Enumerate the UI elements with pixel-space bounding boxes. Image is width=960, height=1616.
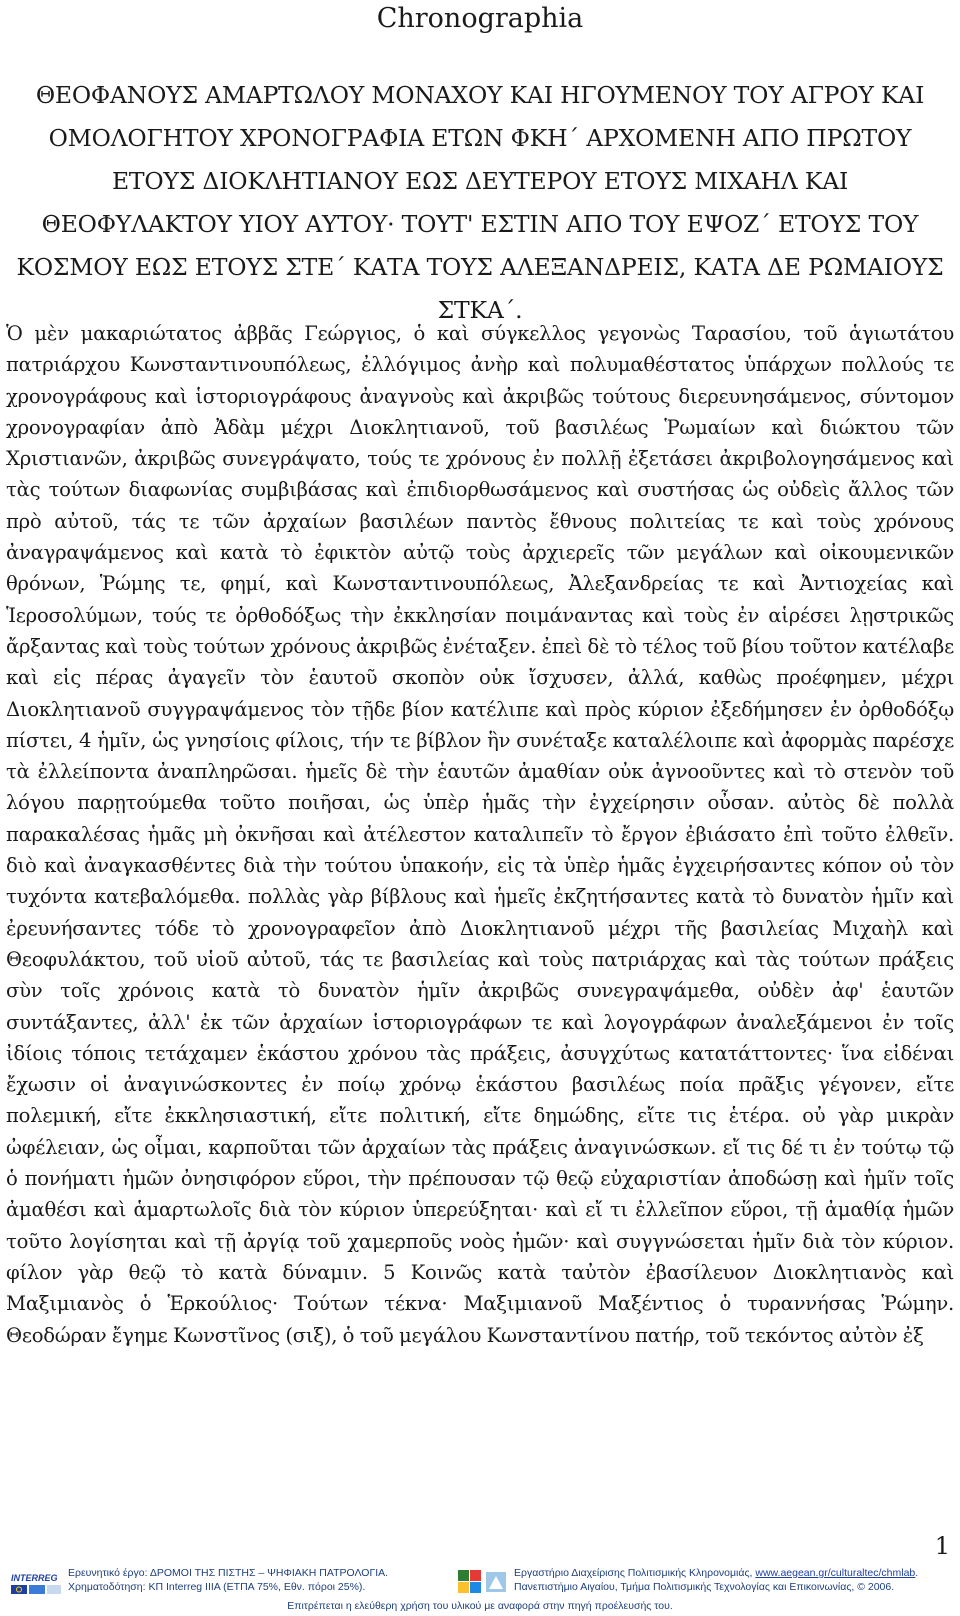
document-heading: ΘΕΟΦΑΝΟΥΣ ΑΜΑΡΤΩΛΟΥ ΜΟΝΑΧΟΥ ΚΑΙ ΗΓΟΥΜΕΝΟΥ ΤΟΥ ΑΓΡΟΥ ΚΑΙ ΟΜΟΛΟΓΗΤΟΥ ΧΡΟΝΟΓΡΑΦΙΑ ΕΤΩΝ ΦΚΗ΄ ΑΡΧΟΜΕΝΗ ΑΠΟ ΠΡΩΤΟΥ ΕΤΟΥΣ ΔΙΟΚΛΗΤΙΑΝΟΥ ΕΩΣ ΔΕΥΤΕΡΟΥ ΕΤΟΥΣ ΜΙΧΑΗΛ ΚΑΙ ΘΕΟΦΥΛΑΚΤΟΥ ΥΙΟΥ ΑΥΤΟΥ· ΤΟΥΤ' ΕΣΤΙΝ ΑΠΟ ΤΟΥ ΕΨΟΖ΄ ΕΤΟΥΣ ΤΟΥ ΚΟΣΜΟΥ ΕΩΣ ΕΤΟΥΣ ΣΤΕ΄ ΚΑΤΑ ΤΟΥΣ ΑΛΕΞΑΝΔΡΕΙΣ, ΚΑΤΑ ΔΕ ΡΩΜΑΙΟΥΣ ΣΤΚΑ΄. [16,81,944,324]
footer-lab-line [514,1566,918,1580]
footer [0,1566,960,1616]
footer-notice: Επιτρέπεται η ελεύθερη χρήση του υλικού με αναφορά στην πηγή προέλευσής του. [287,1600,673,1612]
page-number: 1 [934,1532,950,1560]
university-logo-icon [456,1568,510,1596]
footer-left-text [68,1566,388,1594]
footer-lab-name: Εργαστήριο Διαχείρισης Πολιτισμικής Κληρονομιάς, [514,1567,753,1579]
footer-right-text [514,1566,918,1594]
svg-text:INTERREG: INTERREG [11,1573,58,1583]
footer-university-line: Πανεπιστήμιο Αιγαίου, Τμήμα Πολιτισμικής Τεχνολογίας και Επικοινωνίας, © 2006. [514,1581,895,1593]
footer-project-line: Ερευνητικό έργο: ΔΡΟΜΟΙ ΤΗΣ ΠΙΣΤΗΣ – ΨΗΦΙΑΚΗ ΠΑΤΡΟΛΟΓΙΑ. [68,1567,389,1579]
footer-funding-line: Χρηματοδότηση: ΚΠ Interreg IIIA (ΕΤΠΑ 75%, Εθν. πόροι 25%). [68,1581,366,1593]
footer-period: . [915,1567,919,1579]
page-title: Chronographia [376,3,584,34]
lab-website-link[interactable]: www.aegean.gr/culturaltec/chmlab [755,1567,916,1579]
body-text: Ὁ μὲν μακαριώτατος ἀββᾶς Γεώργιος, ὁ καὶ σύγκελλος γεγονὼς Ταρασίου, τοῦ ἁγιωτάτου πατριάρχου Κωνσταντινουπόλεως, ἐλλόγιμος ἀνὴρ καὶ πολυμαθέστατος ὑπάρχων πολλούς τε χρονογράφους καὶ ἱστοριογράφους ἀναγνοὺς καὶ ἀκριβῶς τούτους διερευνησάμενος, σύντομον χρονογραφίαν ἀπὸ Ἀδὰμ μέχρι Διοκλητιανοῦ, τοῦ βασιλέως Ῥωμαίων καὶ διώκτου τῶν Χριστιανῶν, ἀκριβῶς συνεγράψατο, τούς τε χρόνους ἐν πολλῇ ἐξετάσει ἀκριβολογησάμενος καὶ τὰς τούτων διαφωνίας συμβιβάσας καὶ ἐπιδιορθωσάμενος καὶ συστήσας ὡς οὐδεὶς ἄλλος τῶν πρὸ αὐτοῦ, τάς τε τῶν ἀρχαίων βασιλέων παντὸς ἔθνους πολιτείας τε καὶ τοὺς χρόνους ἀναγραψάμενος καὶ κατὰ τὸ ἐφικτὸν αὐτῷ τοὺς ἀρχιερεῖς τῶν μεγάλων καὶ οἰκουμενικῶν θρόνων, Ῥώμης τε, φημί, καὶ Κωνσταντινουπόλεως, Ἀλεξανδρείας τε καὶ Ἀντιοχείας καὶ Ἱεροσολύμων, τούς τε ὀρθοδόξως τὴν ἐκκλησίαν ποιμάναντας καὶ τοὺς ἐν αἱρέσει λῃστρικῶς ἄρξαντας καὶ τοὺς τούτων χρόνους ἀκριβῶς ἐνέταξεν. ἐπεὶ δὲ τὸ τέλος τοῦ βίου τοῦτον κατέλαβε καὶ εἰς πέρας ἀγαγεῖν τὸν ἑαυτοῦ σκοπὸν οὐκ ἴσχυσεν, ἀλλά, καθὼς προέφημεν, μέχρι Διοκλητιανοῦ συγγραψάμενος τὸν τῇδε βίον κατέλιπε καὶ πρὸς κύριον ἐξεδήμησεν ἐν ὀρθοδόξῳ πίστει, 4 ἡμῖν, ὡς γνησίοις φίλοις, τήν τε βίβλον ἣν συνέταξε καταλέλοιπε καὶ ἀφορμὰς παρέσχε τὰ ἐλλείποντα ἀναπληρῶσαι. ἡμεῖς δὲ τὴν ἑαυτῶν ἀμαθίαν οὐκ ἀγνοοῦντες καὶ τὸ στενὸν τοῦ λόγου παρῃτούμεθα τοῦτο ποιῆσαι, ὡς ὑπὲρ ἡμᾶς τὴν ἐγχείρησιν οὖσαν. αὐτὸς δὲ πολλὰ παρακαλέσας ἡμᾶς μὴ ὀκνῆσαι καὶ ἀτέλεστον καταλιπεῖν τὸ ἔργον ἐβιάσατο ἐπὶ τοῦτο ἐλθεῖν. διὸ καὶ ἀναγκασθέντες διὰ τὴν τούτου ὑπακοήν, εἰς τὰ ὑπὲρ ἡμᾶς ἐγχειρήσαντες κόπον οὐ τὸν τυχόντα κατεβαλόμεθα. πολλὰς γὰρ βίβλους καὶ ἡμεῖς ἐκζητήσαντες κατὰ τὸ δυνατὸν ἡμῖν καὶ ἐρευνήσαντες τόδε τὸ χρονογραφεῖον ἀπὸ Διοκλητιανοῦ μέχρι τῆς βασιλείας Μιχαὴλ καὶ Θεοφυλάκτου, τοῦ υἱοῦ αὐτοῦ, τάς τε βασιλείας καὶ τοὺς πατριάρχας καὶ τὰς τούτων πράξεις σὺν τοῖς χρόνοις κατὰ τὸ δυνατὸν ἡμῖν ἀκριβῶς συνεγραψάμεθα, οὐδὲν ἀφ' ἑαυτῶν συντάξαντες, ἀλλ' ἐκ τῶν ἀρχαίων ἱστοριογράφων τε καὶ λογογράφων ἀναλεξάμενοι ἐν τοῖς ἰδίοις τόποις τετάχαμεν ἑκάστου χρόνου τὰς πράξεις, ἀσυγχύτως κατατάττοντες· ἵνα εἰδέναι ἔχωσιν οἱ ἀναγινώσκοντες ἐν ποίῳ χρόνῳ ἑκάστου βασιλέως ποία πρᾶξις γέγονεν, εἴτε πολεμική, εἴτε ἐκκλησιαστική, εἴτε πολιτική, εἴτε δημώδης, εἴτε τις ἑτέρα. οὐ γὰρ μικρὰν ὠφέλειαν, ὡς οἶμαι, καρποῦται τῶν ἀρχαίων τὰς πράξεις ἀναγινώσκων. εἴ τις δέ τι ἐν τούτῳ τῷ ὁ πονήματι ἡμῶν ὀνησιφόρον εὕροι, τὴν πρέπουσαν τῷ θεῷ εὐχαριστίαν ἀποδώσῃ καὶ ἡμῖν τοῖς ἀμαθέσι καὶ ἁμαρτωλοῖς διὰ τὸν κύριον ὑπερεύξηται· καὶ εἴ τι ἐλλεῖπον εὕροι, τῇ ἀμαθίᾳ ἡμῶν τοῦτο λογίσηται καὶ τῇ ἀργίᾳ τοῦ χαμερποῦς νοὸς ἡμῶν· καὶ συγγνώσεται ἡμῖν διὰ τὸν κύριον. φίλον γὰρ θεῷ τὸ κατὰ δύναμιν. 5 Κοινῶς κατὰ ταὐτὸν ἐβασίλευον Διοκλητιανὸς καὶ Μαξιμιανὸς ὁ Ἑρκούλιος· Τούτων τέκνα· Μαξιμιανοῦ Μαξέντιος ὁ τυραννήσας Ῥώμην. Θεοδώραν ἔγημε Κωνστῖνος (σιξ), ὁ τοῦ μεγάλου Κωνσταντίνου πατήρ, τοῦ τεκόντος αὐτὸν ἐξ [6,322,954,1347]
interreg-logo-icon [10,1570,62,1596]
